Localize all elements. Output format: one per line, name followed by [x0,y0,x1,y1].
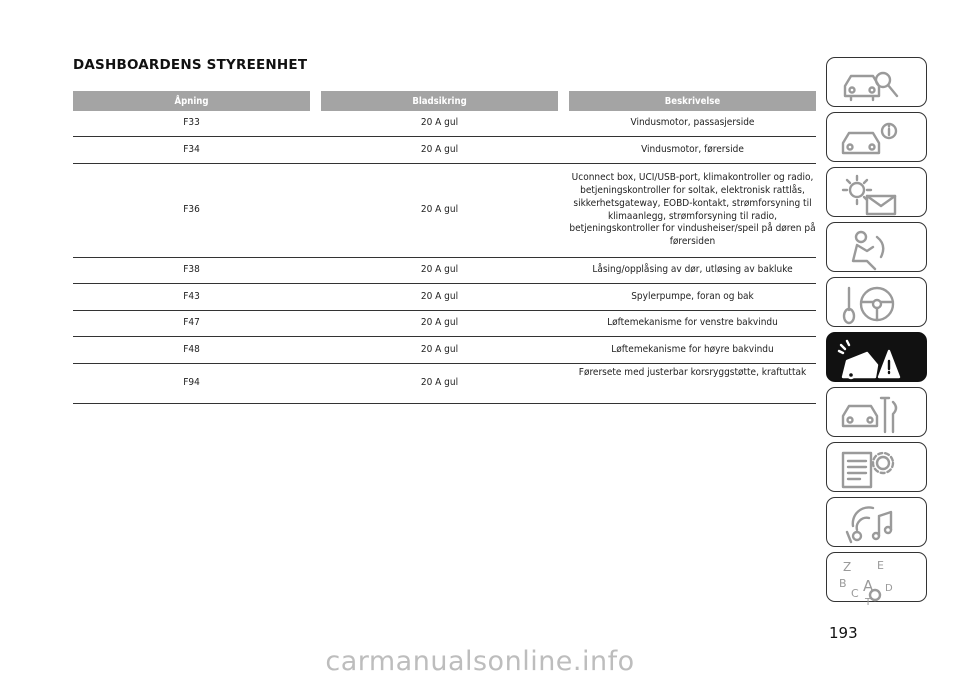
watermark: carmanualsonline.info [325,646,635,677]
table-row [73,164,816,258]
chapter-tab-6[interactable] [826,332,927,382]
cell-fuse: 20 A gul [321,311,558,337]
svg-text:T: T [865,597,872,608]
cell-opening: F34 [73,137,310,164]
cell-fuse: 20 A gul [321,284,558,311]
cell-description: Vindusmotor, passasjerside [569,111,816,137]
chapter-tab-10[interactable] [826,552,927,608]
chapter-tabs [826,57,928,607]
cell-fuse: 20 A gul [321,164,558,258]
cell-fuse: 20 A gul [321,111,558,137]
cell-description: Låsing/opplåsing av dør, utløsing av bakluke [569,258,816,284]
cell-description: Førersete med justerbar korsryggstøtte, kraftuttak [569,364,816,404]
chapter-tab-4[interactable] [826,222,927,272]
page-title: DASHBOARDENS STYREENHET [73,57,308,73]
table-row [73,258,816,284]
cell-fuse: 20 A gul [321,337,558,364]
cell-fuse: 20 A gul [321,137,558,164]
cell-description: Uconnect box, UCI/USB-port, klimakontroller og radio, betjeningskontroller for soltak, elektronisk rattlås, sikkerhetsgateway, EOBD-kontakt, strømforsyning til klimaanlegg, strømforsyning til radio, betjeningskontroller for vindusheiser/speil på døren på førersiden [569,164,816,258]
chapter-tab-2[interactable] [826,112,927,162]
table-header-row [73,91,816,111]
key-steering-wheel-icon [837,282,903,326]
chapter-tab-7[interactable] [826,387,927,437]
chapter-tab-5[interactable] [826,277,927,327]
svg-text:E: E [877,559,884,572]
svg-text:B: B [839,577,847,590]
specifications-gear-icon [837,447,903,491]
cell-description: Løftemekanisme for høyre bakvindu [569,337,816,364]
car-breakdown-warning-icon [837,337,903,381]
cell-opening: F38 [73,258,310,284]
table-row [73,284,816,311]
svg-text:Z: Z [843,560,852,574]
table-row [73,111,816,137]
header-opening: Åpning [73,91,310,111]
svg-text:D: D [885,583,893,594]
chapter-tab-1[interactable] [826,57,927,107]
table-row [73,337,816,364]
car-service-tools-icon [837,392,903,436]
page-number: 193 [829,624,858,642]
cell-opening: F43 [73,284,310,311]
cell-opening: F94 [73,364,310,404]
chapter-tab-9[interactable] [826,497,927,547]
header-fuse: Bladsikring [321,91,558,111]
car-info-icon [837,117,903,161]
cell-opening: F33 [73,111,310,137]
cell-fuse: 20 A gul [321,364,558,404]
car-search-icon [837,62,903,106]
table-body [73,111,816,404]
table-row [73,311,816,337]
multimedia-icon [837,502,903,546]
cell-description: Spylerpumpe, foran og bak [569,284,816,311]
svg-text:C: C [851,587,859,600]
table-row [73,137,816,164]
cell-description: Løftemekanisme for venstre bakvindu [569,311,816,337]
chapter-tab-8[interactable] [826,442,927,492]
cell-description: Vindusmotor, førerside [569,137,816,164]
fuse-table [73,91,816,404]
alphabetical-index-icon [837,557,903,608]
warning-lights-message-icon [837,172,903,216]
chapter-tab-3[interactable] [826,167,927,217]
airbag-seat-icon [837,227,903,271]
cell-opening: F48 [73,337,310,364]
svg-text:A: A [863,577,874,595]
cell-opening: F36 [73,164,310,258]
cell-fuse: 20 A gul [321,258,558,284]
header-description: Beskrivelse [569,91,816,111]
table-row [73,364,816,404]
cell-opening: F47 [73,311,310,337]
